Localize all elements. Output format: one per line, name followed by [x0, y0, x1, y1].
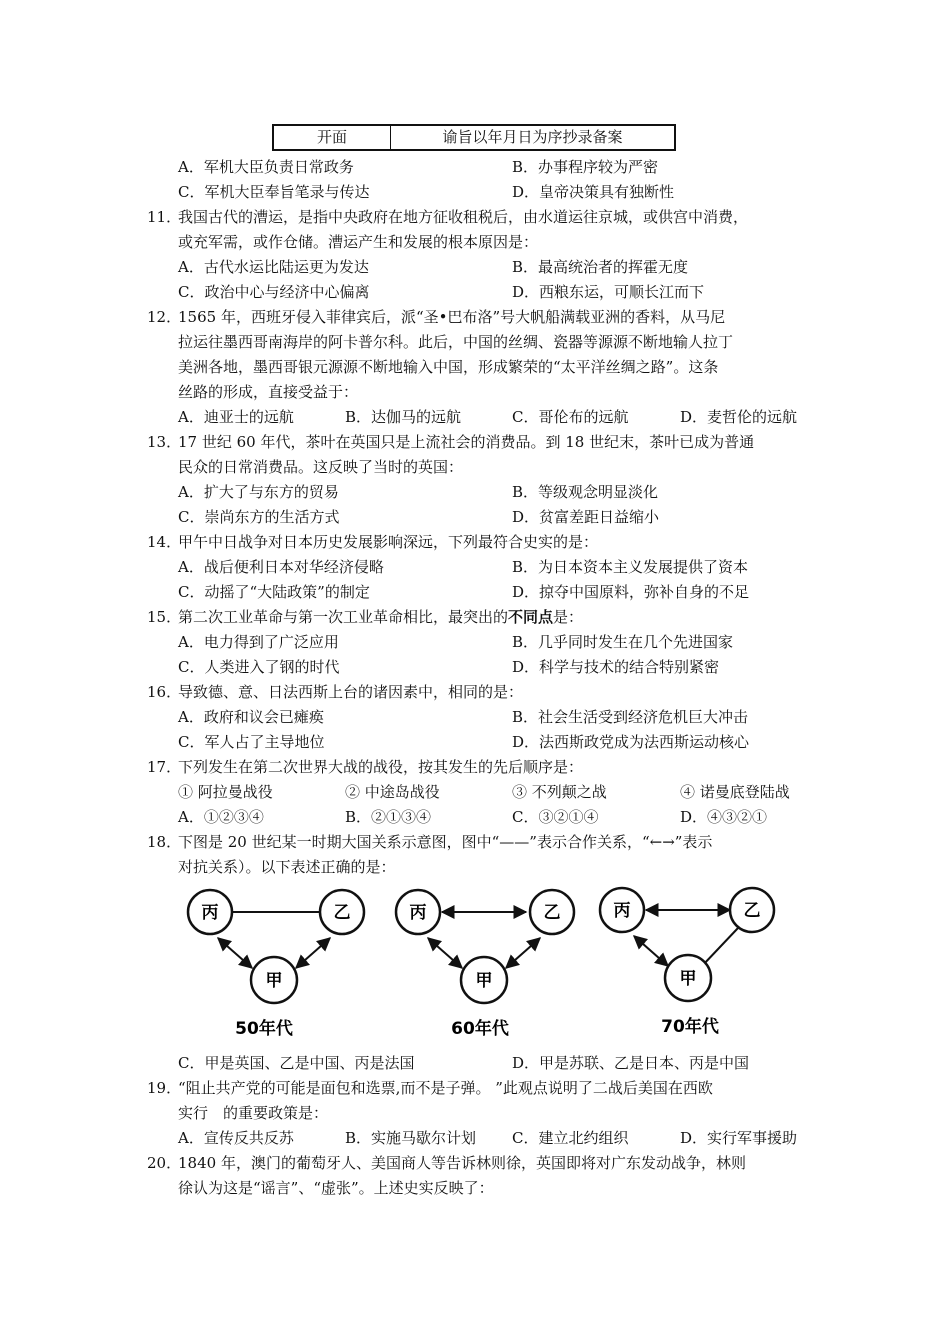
- q12-option-d: D．麦哲伦的远航: [680, 408, 798, 426]
- q18-line-1: 下图是 20 世纪某一时期大国关系示意图，图中“——”表示合作关系，“←→”表示: [178, 833, 713, 851]
- q19-line-2: 实行 的重要政策是：: [178, 1104, 329, 1122]
- q13-option-b: B．等级观念明显淡化: [512, 483, 659, 501]
- opposition-arrow-bing-jia: [428, 938, 462, 968]
- q13-line-2: 民众的日常消费品。这反映了当时的英国：: [178, 458, 464, 476]
- q15-option-c: C．人类进入了钢的时代: [178, 658, 340, 676]
- q18-option-c: C．甲是英国、乙是中国、丙是法国: [178, 1054, 415, 1072]
- q13-option-a: A．扩大了与东方的贸易: [178, 483, 339, 501]
- q13-option-c: C．崇尚东方的生活方式: [178, 508, 340, 526]
- node-label-bing: 丙: [613, 901, 631, 921]
- q18-number: 18．: [147, 833, 182, 851]
- q12-line-4: 丝路的形成，直接受益于：: [178, 383, 359, 401]
- q18-line-2: 对抗关系）。以下表述正确的是：: [178, 858, 396, 876]
- q19-option-b: B．实施马歇尔计划: [345, 1129, 477, 1147]
- q14-option-c: C．动摇了“大陆政策”的制定: [178, 583, 370, 601]
- q14-line-1: 甲午中日战争对日本历史发展影响深远，下列最符合史实的是：: [178, 533, 599, 551]
- node-label-yi: 乙: [743, 901, 761, 921]
- q10-option-b: B．办事程序较为严密: [512, 158, 659, 176]
- node-label-jia: 甲: [265, 971, 283, 991]
- opposition-arrow-yi-jia: [296, 938, 330, 968]
- q12-option-c: C．哥伦布的远航: [512, 408, 629, 426]
- node-label-yi: 乙: [333, 903, 351, 923]
- q12-line-2: 拉运往墨西哥南海岸的阿卡普尔科。此后，中国的丝绸、瓷器等源源不断地输人拉丁: [178, 333, 734, 351]
- table-cell-2: 谕旨以年月日为序抄录备案: [442, 128, 623, 146]
- q15-line-1: [178, 606, 583, 628]
- q12-number: 12．: [147, 308, 182, 326]
- q13-number: 13．: [147, 433, 182, 451]
- q15-text-post: 是：: [553, 608, 584, 626]
- q20-number: 20．: [147, 1154, 182, 1172]
- opposition-arrow-yi-jia: [506, 938, 540, 968]
- q17-number: 17．: [147, 758, 182, 776]
- q19-option-a: A．宣传反共反苏: [178, 1129, 294, 1147]
- opposition-arrow-bing-jia: [218, 938, 252, 968]
- q17-item-2: ② 中途岛战役: [345, 783, 440, 801]
- q13-option-d: D．贫富差距日益缩小: [512, 508, 660, 526]
- q17-option-d: D．④③②①: [680, 808, 768, 826]
- q15-option-a: A．电力得到了广泛应用: [178, 633, 339, 651]
- node-label-jia: 甲: [679, 969, 697, 989]
- q15-option-d: D．科学与技术的结合特别紧密: [512, 658, 720, 676]
- q17-option-b: B．②①③④: [345, 808, 432, 826]
- q17-item-1: ① 阿拉曼战役: [178, 783, 273, 801]
- q11-option-d: D．西粮东运，可顺长江而下: [512, 283, 705, 301]
- q14-option-a: A．战后便利日本对华经济侵略: [178, 558, 384, 576]
- q19-line-1: “阻止共产党的可能是面包和选票,而不是子弹。 ”此观点说明了二战后美国在西欧: [178, 1079, 713, 1097]
- q15-text-pre: 第二次工业革命与第一次工业革命相比，最突出的: [178, 608, 509, 626]
- q20-line-2: 徐认为这是“谣言”、“虚张”。上述史实反映了：: [178, 1179, 494, 1197]
- q17-option-c: C．③②①④: [512, 808, 599, 826]
- cooperation-line-yi-jia: [702, 928, 738, 966]
- q12-option-a: A．迪亚士的远航: [178, 408, 294, 426]
- q16-line-1: 导致德、意、日法西斯上台的诸因素中，相同的是：: [178, 683, 524, 701]
- q16-option-a: A．政府和议会已瘫痪: [178, 708, 324, 726]
- q16-option-d: D．法西斯政党成为法西斯运动核心: [512, 733, 750, 751]
- q16-number: 16．: [147, 683, 182, 701]
- q14-number: 14．: [147, 533, 182, 551]
- q10-option-a: A．军机大臣负责日常政务: [178, 158, 354, 176]
- q16-option-c: C．军人占了主导地位: [178, 733, 325, 751]
- panel-label-70s: 70年代: [661, 1017, 719, 1037]
- great-power-relations-diagram: [170, 880, 810, 1045]
- q11-line-2: 或充军需，或作仓储。漕运产生和发展的根本原因是：: [178, 233, 539, 251]
- node-label-jia: 甲: [475, 971, 493, 991]
- q17-option-a: A．①②③④: [178, 808, 264, 826]
- q14-option-b: B．为日本资本主义发展提供了资本: [512, 558, 749, 576]
- table-cell-1: 开面: [274, 126, 391, 149]
- q17-item-4: ④ 诺曼底登陆战: [680, 783, 790, 801]
- q11-number: 11．: [147, 208, 182, 226]
- q11-option-b: B．最高统治者的挥霍无度: [512, 258, 689, 276]
- panel-label-50s: 50年代: [235, 1019, 293, 1039]
- q15-option-b: B．几乎同时发生在几个先进国家: [512, 633, 734, 651]
- opposition-arrow-bing-jia: [634, 936, 668, 966]
- q11-option-a: A．古代水运比陆运更为发达: [178, 258, 369, 276]
- q18-option-d: D．甲是苏联、乙是日本、丙是中国: [512, 1054, 750, 1072]
- q13-line-1: 17 世纪 60 年代，茶叶在英国只是上流社会的消费品。到 18 世纪末，茶叶已成为普通: [178, 433, 755, 451]
- q17-line-1: 下列发生在第二次世界大战的战役，按其发生的先后顺序是：: [178, 758, 584, 776]
- node-label-bing: 丙: [409, 903, 427, 923]
- q20-line-1: 1840 年，澳门的葡萄牙人、美国商人等告诉林则徐，英国即将对广东发动战争，林则: [178, 1154, 746, 1172]
- diagram-panel-50s: [188, 890, 364, 1039]
- q19-option-d: D．实行军事援助: [680, 1129, 798, 1147]
- q15-number: 15．: [147, 608, 182, 626]
- q14-option-d: D．掠夺中国原料，弥补自身的不足: [512, 583, 750, 601]
- diagram-panel-70s: [600, 888, 774, 1037]
- q12-line-1: 1565 年，西班牙侵入菲律宾后，派“圣•巴布洛”号大帆船满载亚洲的香料，从马尼: [178, 308, 726, 326]
- q16-option-b: B．社会生活受到经济危机巨大冲击: [512, 708, 749, 726]
- node-label-bing: 丙: [201, 903, 219, 923]
- header-table: [272, 124, 676, 151]
- q19-number: 19．: [147, 1079, 182, 1097]
- q15-text-bold: 不同点: [508, 608, 554, 626]
- q17-item-3: ③ 不列颠之战: [512, 783, 607, 801]
- panel-label-60s: 60年代: [451, 1019, 509, 1039]
- diagram-panel-60s: [396, 890, 574, 1039]
- node-label-yi: 乙: [543, 903, 561, 923]
- q11-option-c: C．政治中心与经济中心偏离: [178, 283, 370, 301]
- q10-option-c: C．军机大臣奉旨笔录与传达: [178, 183, 370, 201]
- q10-option-d: D．皇帝决策具有独断性: [512, 183, 675, 201]
- q12-line-3: 美洲各地，墨西哥银元源源不断地输入中国，形成繁荣的“太平洋丝绸之路”。这条: [178, 358, 719, 376]
- q12-option-b: B．达伽马的远航: [345, 408, 462, 426]
- q19-option-c: C．建立北约组织: [512, 1129, 629, 1147]
- q11-line-1: 我国古代的漕运，是指中央政府在地方征收租税后，由水道运往京城，或供宫中消费，: [178, 208, 749, 226]
